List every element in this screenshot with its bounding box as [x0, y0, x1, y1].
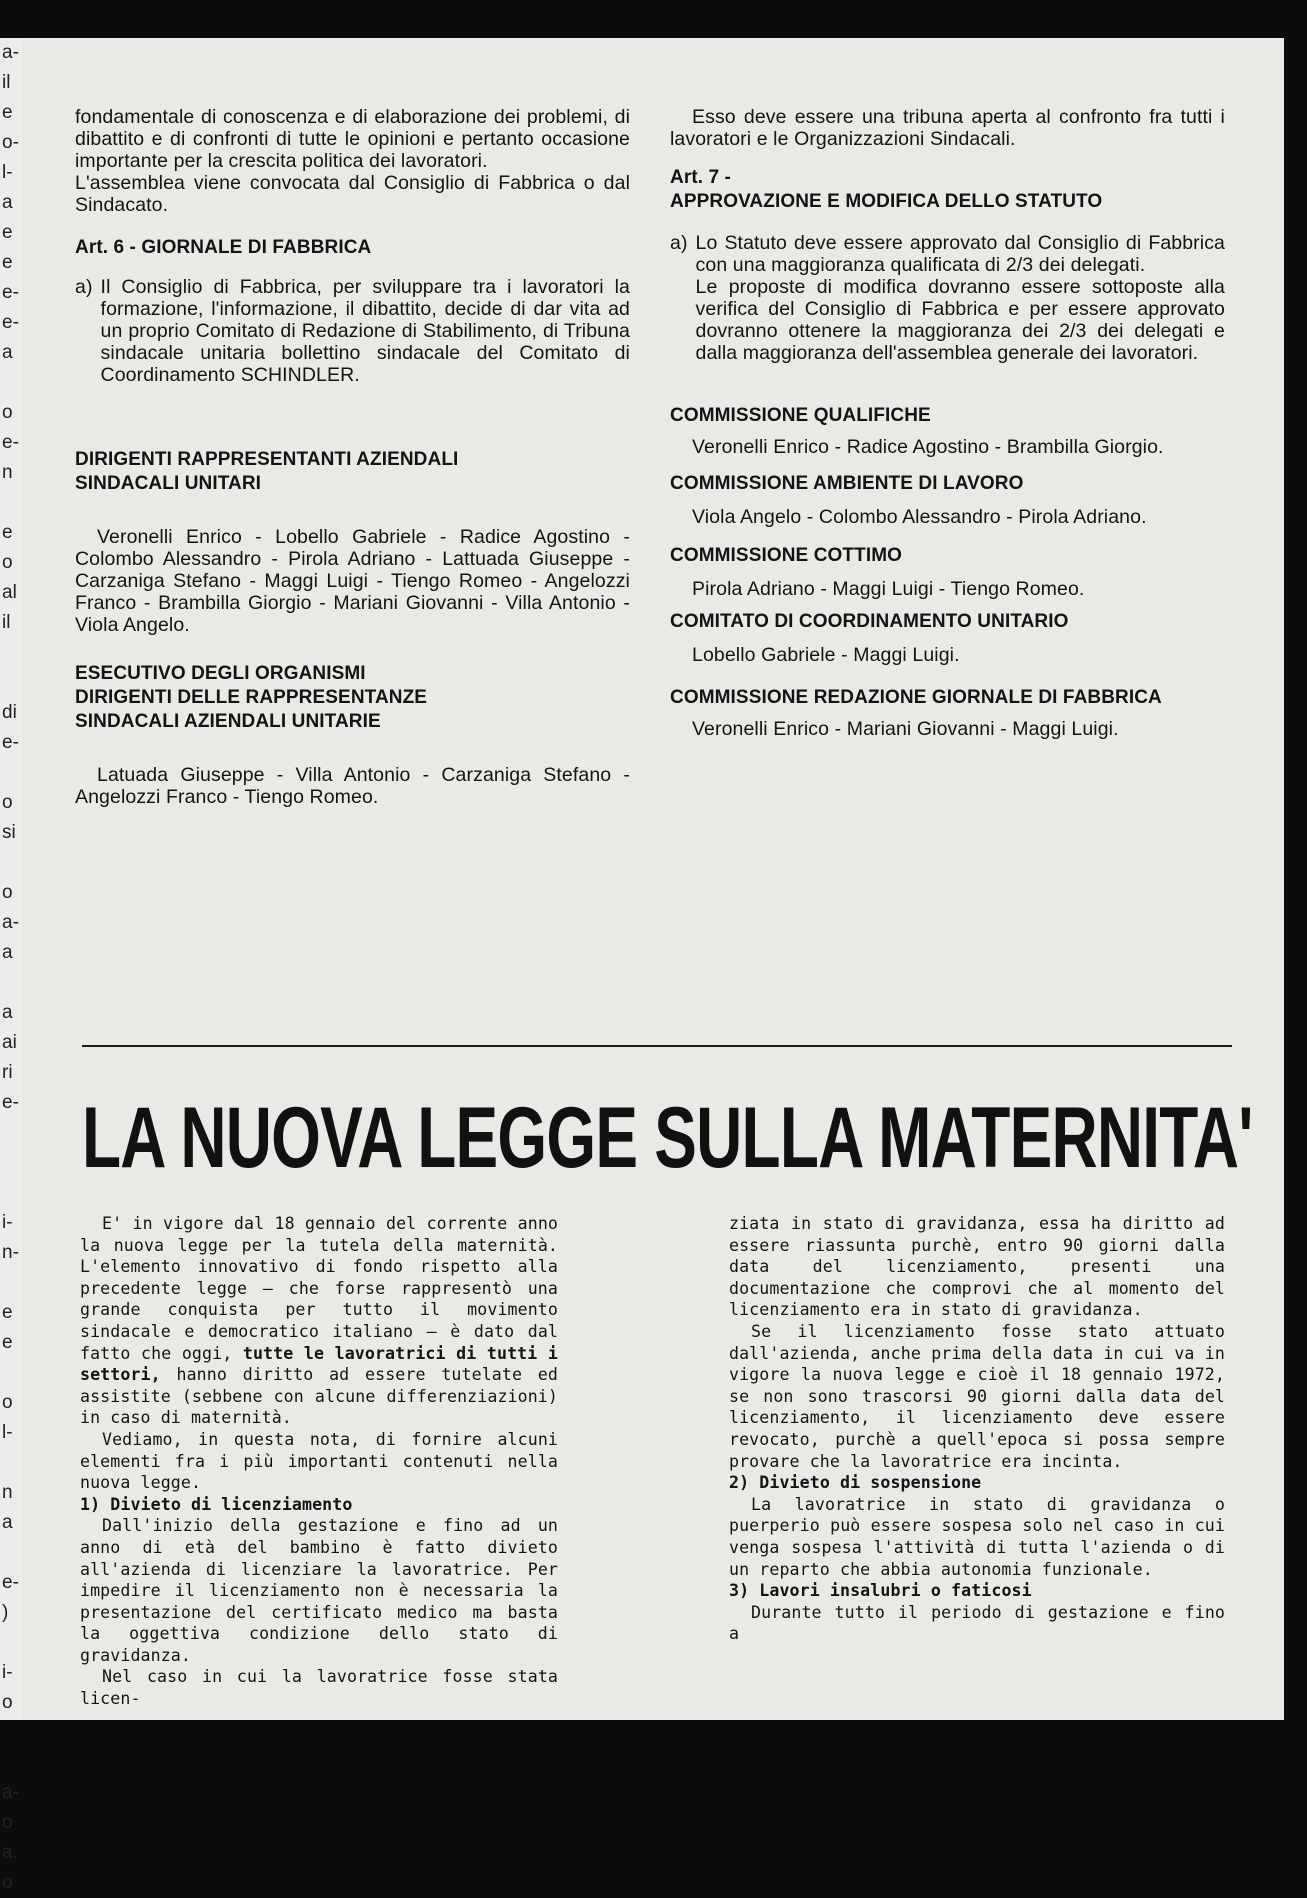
gutter-fragment	[0, 1748, 22, 1778]
gutter-fragment: n	[2, 1482, 13, 1503]
gutter-fragment: l-	[2, 1422, 13, 1443]
gutter-fragment: o	[2, 882, 13, 903]
esecutivo-heading-line3: SINDACALI AZIENDALI UNITARIE	[75, 711, 381, 732]
gutter-fragment	[0, 758, 22, 788]
gutter-fragment	[0, 488, 22, 518]
art6-item-text: Il Consiglio di Fabbrica, per sviluppare tra i lavoratori la formazione, l'informazione, il dibattito, decide di dar vita ad un proprio Comitato di Redazione di Stabilimento, di Tribuna sindacale unitaria bollettino sindacale del Comitato di Coordinamento SCHINDLER.	[100, 276, 630, 386]
art7-item-key: a)	[670, 232, 688, 254]
section-title: Lavori insalubri o faticosi	[759, 1581, 1032, 1601]
dirigenti-heading-line2: SINDACALI UNITARI	[75, 473, 262, 494]
commission-block	[670, 472, 1225, 528]
commission-members: Veronelli Enrico - Mariani Giovanni - Maggi Luigi.	[692, 718, 1119, 740]
commission-members: Lobello Gabriele - Maggi Luigi.	[692, 644, 960, 666]
gutter-fragment	[0, 848, 22, 878]
gutter-fragment: e-	[2, 282, 19, 303]
gutter-fragment: e-	[2, 312, 19, 333]
gutter-fragment: o	[2, 1692, 13, 1713]
bleed-through-decoration	[1022, 898, 1039, 967]
art6-heading: Art. 6 - GIORNALE DI FABBRICA	[75, 237, 372, 258]
article-headline: LA NUOVA LEGGE SULLA MATERNITA'	[82, 1090, 1253, 1186]
section-number: 2)	[729, 1473, 750, 1493]
gutter-fragment: ai	[2, 1032, 17, 1053]
commission-title: COMMISSIONE REDAZIONE GIORNALE DI FABBRICA	[670, 687, 1162, 708]
commission-members: Pirola Adriano - Maggi Luigi - Tiengo Romeo.	[692, 578, 1085, 600]
article-paragraph: Se il licenziamento fosse stato attuato dall'azienda, anche prima della data in cui va in vigore la nuova legge e cioè il 18 gennaio 1972, se non sono trascorsi 90 giorni dalla data del licenziamento, il licenziamento deve essere revocato, purchè a quell'epoca si possa sempre provare che la lavoratrice era incinta.	[729, 1321, 1225, 1471]
section-heading	[80, 1494, 558, 1516]
gutter-fragment	[0, 1448, 22, 1478]
gutter-fragment: n-	[2, 1242, 19, 1263]
gutter-fragment: o	[2, 1392, 13, 1413]
section-divider	[82, 1045, 1232, 1047]
gutter-fragment: il	[2, 612, 11, 633]
gutter-fragment: o	[2, 1812, 13, 1833]
gutter-fragment: e	[2, 1332, 13, 1353]
gutter-fragment: a-	[2, 42, 19, 63]
gutter-fragment: a	[2, 1002, 13, 1023]
gutter-fragment	[0, 638, 22, 668]
gutter-fragment: o-	[2, 132, 19, 153]
gutter-fragment	[0, 1538, 22, 1568]
gutter-fragment: a	[2, 1512, 13, 1533]
upper-left-column	[75, 106, 630, 808]
lead-text-end: hanno diritto ad essere tutelate ed assistite (sebbene con alcune differenziazioni) in caso di maternità.	[80, 1365, 558, 1428]
art7-heading-line1: Art. 7 -	[670, 167, 731, 188]
gutter-fragment: a	[2, 342, 13, 363]
commission-members: Veronelli Enrico - Radice Agostino - Brambilla Giorgio.	[692, 436, 1164, 458]
gutter-fragment: o	[2, 552, 13, 573]
gutter-fragment: e-	[2, 1092, 19, 1113]
commission-title: COMMISSIONE AMBIENTE DI LAVORO	[670, 473, 1024, 494]
gutter-fragment	[0, 1178, 22, 1208]
gutter-fragment	[0, 1628, 22, 1658]
commission-title: COMMISSIONE QUALIFICHE	[670, 405, 931, 426]
upper-right-column	[670, 106, 1225, 740]
gutter-fragment	[0, 368, 22, 398]
section-heading	[729, 1580, 1225, 1602]
gutter-fragment: a-	[2, 912, 19, 933]
article-paragraph: Nel caso in cui la lavoratrice fosse stata licen-	[80, 1667, 558, 1709]
commission-block	[670, 686, 1225, 740]
gutter-fragment: al	[2, 582, 17, 603]
section-title: Divieto di sospensione	[759, 1473, 982, 1493]
gutter-fragment: i-	[2, 1662, 13, 1683]
gutter-fragment: di	[2, 702, 17, 723]
gutter-fragment: e	[2, 522, 13, 543]
gutter-fragment	[0, 1148, 22, 1178]
dirigenti-heading-line1: DIRIGENTI RAPPRESENTANTI AZIENDALI	[75, 449, 459, 470]
section-title: Divieto di licenziamento	[110, 1494, 353, 1514]
art7-item-a	[670, 232, 1225, 364]
commission-block	[670, 544, 1225, 600]
commission-block	[670, 610, 1225, 666]
art6-item-key: a)	[75, 276, 93, 298]
gutter-fragment	[0, 1118, 22, 1148]
gutter-fragment	[0, 668, 22, 698]
esecutivo-names: Latuada Giuseppe - Villa Antonio - Carzaniga Stefano - Angelozzi Franco - Tiengo Romeo.	[75, 764, 630, 808]
section-number: 1)	[80, 1494, 101, 1514]
article-paragraph: ziata in stato di gravidanza, essa ha diritto ad essere riassunta purchè, entro 90 giorni dalla data del licenziamento, presenti una documentazione che comprovi che al momento del licenziamento era in stato di gravidanza.	[729, 1214, 1225, 1320]
gutter-fragment: e	[2, 102, 13, 123]
commission-title: COMITATO DI COORDINAMENTO UNITARIO	[670, 611, 1069, 632]
article-paragraph: Vediamo, in questa nota, di fornire alcuni elementi fra i più importanti contenuti nella nuova legge.	[80, 1429, 558, 1493]
gutter-fragment: a-	[2, 1782, 19, 1803]
dirigenti-names: Veronelli Enrico - Lobello Gabriele - Radice Agostino - Colombo Alessandro - Pirola Adriano - Lattuada Giuseppe - Carzaniga Stefano - Maggi Luigi - Tiengo Romeo - Angelozzi Franco - Brambilla Giorgio - Mariani Giovanni - Villa Antonio - Viola Angelo.	[75, 526, 630, 636]
gutter-fragment: e-	[2, 732, 19, 753]
gutter-fragment: e-	[2, 432, 19, 453]
article-paragraph: Dall'inizio della gestazione e fino ad un anno di età del bambino è fatto divieto all'azienda di licenziare la lavoratrice. Per impedire il licenziamento non è necessaria la presentazione del certificato medico ma basta la oggettiva condizione dello stato di gravidanza.	[80, 1516, 558, 1665]
esecutivo-heading-line2: DIRIGENTI DELLE RAPPRESENTANZE	[75, 687, 428, 708]
article-paragraph: Durante tutto il periodo di gestazione e fino a	[729, 1602, 1225, 1644]
gutter-fragment: a	[2, 192, 13, 213]
magazine-page	[22, 38, 1284, 1720]
tribuna-intro: Esso deve essere una tribuna aperta al confronto fra tutti i lavoratori e le Organizzazioni Sindacali.	[670, 106, 1225, 150]
commission-title: COMMISSIONE COTTIMO	[670, 545, 903, 566]
gutter-fragment: l-	[2, 162, 13, 183]
gutter-fragment: o	[2, 402, 13, 423]
article-lead-paragraph	[80, 1213, 558, 1429]
article-left-column	[80, 1213, 558, 1710]
lead-text-bold: tutte le lavoratrici di tutti i settori,	[80, 1343, 558, 1385]
gutter-fragment: )	[2, 1602, 9, 1623]
section-number: 3)	[729, 1581, 750, 1601]
assembly-convened: L'assemblea viene convocata dal Consiglio di Fabbrica o dal Sindacato.	[75, 172, 630, 216]
gutter-fragment: i-	[2, 1212, 13, 1233]
article-right-column	[729, 1213, 1225, 1645]
article-paragraph: La lavoratrice in stato di gravidanza o puerperio può essere sospesa solo nel caso in cui venga sospesa l'attività di tutta l'azienda o di un reparto che abbia autonomia funzionale.	[729, 1494, 1225, 1579]
commission-block	[670, 404, 1225, 458]
commission-members: Viola Angelo - Colombo Alessandro - Pirola Adriano.	[692, 506, 1147, 528]
gutter-fragment	[0, 1268, 22, 1298]
art7-item-text-1: Lo Statuto deve essere approvato dal Consiglio di Fabbrica con una maggioranza qualificata di 2/3 dei delegati.	[695, 232, 1225, 276]
gutter-fragment	[0, 1358, 22, 1388]
gutter-fragment: il	[2, 72, 11, 93]
lead-text-start: E' in vigore dal 18 gennaio del corrente anno la nuova legge per la tutela della maternità. L'elemento innovativo di fondo rispetto alla precedente legge — che forse rappresentò una grande conquista per tutto il movimento sindacale e democratico italiano — è dato dal fatto che oggi,	[80, 1214, 558, 1363]
gutter-fragment: si	[2, 822, 16, 843]
adjacent-page-edge	[0, 38, 22, 1893]
section-heading	[729, 1472, 1225, 1494]
gutter-fragment	[0, 1718, 22, 1748]
gutter-fragment: a.	[2, 1842, 18, 1863]
art7-heading-line2: APPROVAZIONE E MODIFICA DELLO STATUTO	[670, 191, 1103, 212]
esecutivo-heading-line1: ESECUTIVO DEGLI ORGANISMI	[75, 663, 366, 684]
assembly-intro: fondamentale di conoscenza e di elaborazione dei problemi, di dibattito e di confronti di tutte le opinioni e pertanto occasione importante per la crescita politica dei lavoratori.	[75, 106, 630, 172]
gutter-fragment: e-	[2, 1572, 19, 1593]
art6-item-a	[75, 276, 630, 386]
gutter-fragment: ri	[2, 1062, 13, 1083]
gutter-fragment: e	[2, 252, 13, 273]
art7-item-text-2: Le proposte di modifica dovranno essere sottoposte alla verifica del Consiglio di Fabbrica e per essere approvato dovranno ottenere la maggioranza dei 2/3 dei delegati e dalla maggioranza dell'assemblea generale dei lavoratori.	[695, 276, 1225, 364]
gutter-fragment: a	[2, 942, 13, 963]
gutter-fragment	[0, 968, 22, 998]
gutter-fragment: n	[2, 462, 13, 483]
gutter-fragment: o	[2, 792, 13, 813]
commission-list	[670, 404, 1225, 740]
gutter-fragment: o	[2, 1872, 13, 1893]
gutter-fragment: e	[2, 1302, 13, 1323]
gutter-fragment: e	[2, 222, 13, 243]
